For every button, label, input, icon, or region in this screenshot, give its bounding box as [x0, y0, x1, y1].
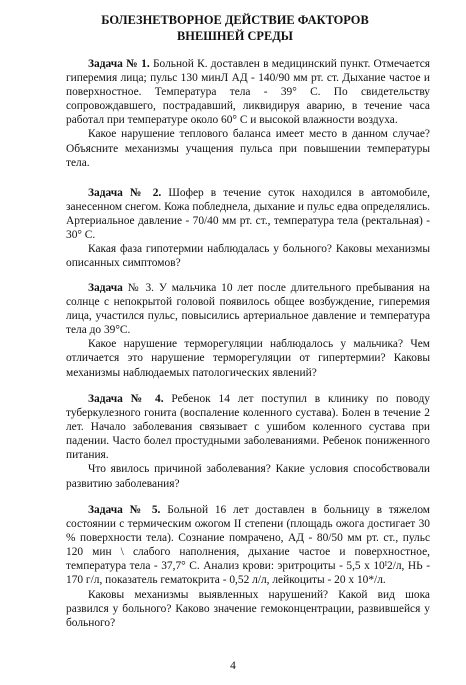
task-3-statement [66, 281, 430, 337]
task-2-text: Шофер в течение суток находился в автомобиле, занесенном снегом. Кожа побледнела, дыхание и пульс едва определялись. Артериальное давление - 70/40 мм рт. ст., температура тела (ректальная) - 30° С. [66, 187, 430, 242]
task-5-text: Больной 16 лет доставлен в больницу в тяжелом состоянии с термическим ожогом II степени (площадь ожога достигает 30 % поверхности тела). Сознание помрачено, АД - 80/50 мм рт. ст., пульс 120 мин \ слабого наполнения, дыхание частое и поверхностное, температура тела - 37,7° С. Анализ крови: эритроциты - 5,5 х 10ᴵ2/л, НЬ - 170 г/л, показатель гематокрита - 0,52 л/л, лейкоциты - 20 х 10*/л. [66, 504, 431, 587]
task-4-label: Задача № 4. [88, 393, 164, 405]
task-2-statement [66, 186, 430, 242]
page-title [40, 12, 430, 44]
task-2 [66, 186, 430, 271]
task-4-question: Что явилось причиной заболевания? Какие условия способствовали развитию заболевания? [66, 463, 430, 490]
task-5-label: Задача № 5. [88, 504, 161, 516]
task-1-statement [66, 57, 430, 127]
task-3 [66, 281, 430, 380]
task-4 [66, 392, 430, 491]
task-1-text: Больной К. доставлен в медицинский пункт. Отмечается гиперемия лица; пульс 130 минЛ АД - 140/90 мм рт. ст. Дыхание частое и поверхностное. Температура тела - 39° С. По свидетельству сопровождавшего, пострадавший, ликвидируя аварию, в течение часа работал при температуре около 60° С и высокой влажности воздуха. [66, 58, 430, 127]
task-3-question: Какое нарушение терморегуляции наблюдалось у мальчика? Чем отличается это нарушение терморегуляции от гипертермии? Каковы механизмы наблюдаемых патологических явлений? [66, 338, 430, 379]
task-5-question: Каковы механизмы выявленных нарушений? Какой вид шока развился у больного? Каково значение гемоконцентрации, развившейся у больного? [66, 588, 430, 629]
task-2-label: Задача № 2. [88, 187, 162, 199]
task-1-label: Задача № 1. [88, 58, 150, 70]
task-4-statement [66, 392, 430, 462]
task-5 [66, 503, 430, 630]
task-2-question: Какая фаза гипотермии наблюдалась у больного? Каковы механизмы описанных симптомов? [66, 243, 430, 270]
task-4-text: Ребенок 14 лет поступил в клинику по поводу туберкулезного гонита (воспаление коленного сустава). Болен в течение 2 лет. Начало заболевания связывает с ушибом коленного сустава при падении. Часто болел простудными заболеваниями. Ребенок пониженного питания. [66, 393, 430, 462]
task-3-text: № 3. У мальчика 10 лет после длительного пребывания на солнце с непокрытой головой появилось общее возбуждение, гиперемия лица, участился пульс, повысились артериальное давление и температура тела до 39°С. [66, 282, 430, 337]
title-line-1: БОЛЕЗНЕТВОРНОЕ ДЕЙСТВИЕ ФАКТОРОВ [101, 13, 369, 27]
title-line-2: ВНЕШНЕЙ СРЕДЫ [177, 29, 293, 43]
task-1-question: Какое нарушение теплового баланса имеет место в данном случае? Объясните механизмы учащения пульса при повышении температуры тела. [66, 128, 430, 169]
task-3-label: Задача [88, 282, 123, 294]
task-1 [66, 57, 430, 170]
task-5-statement [66, 503, 430, 588]
page-number: 4 [230, 660, 236, 672]
